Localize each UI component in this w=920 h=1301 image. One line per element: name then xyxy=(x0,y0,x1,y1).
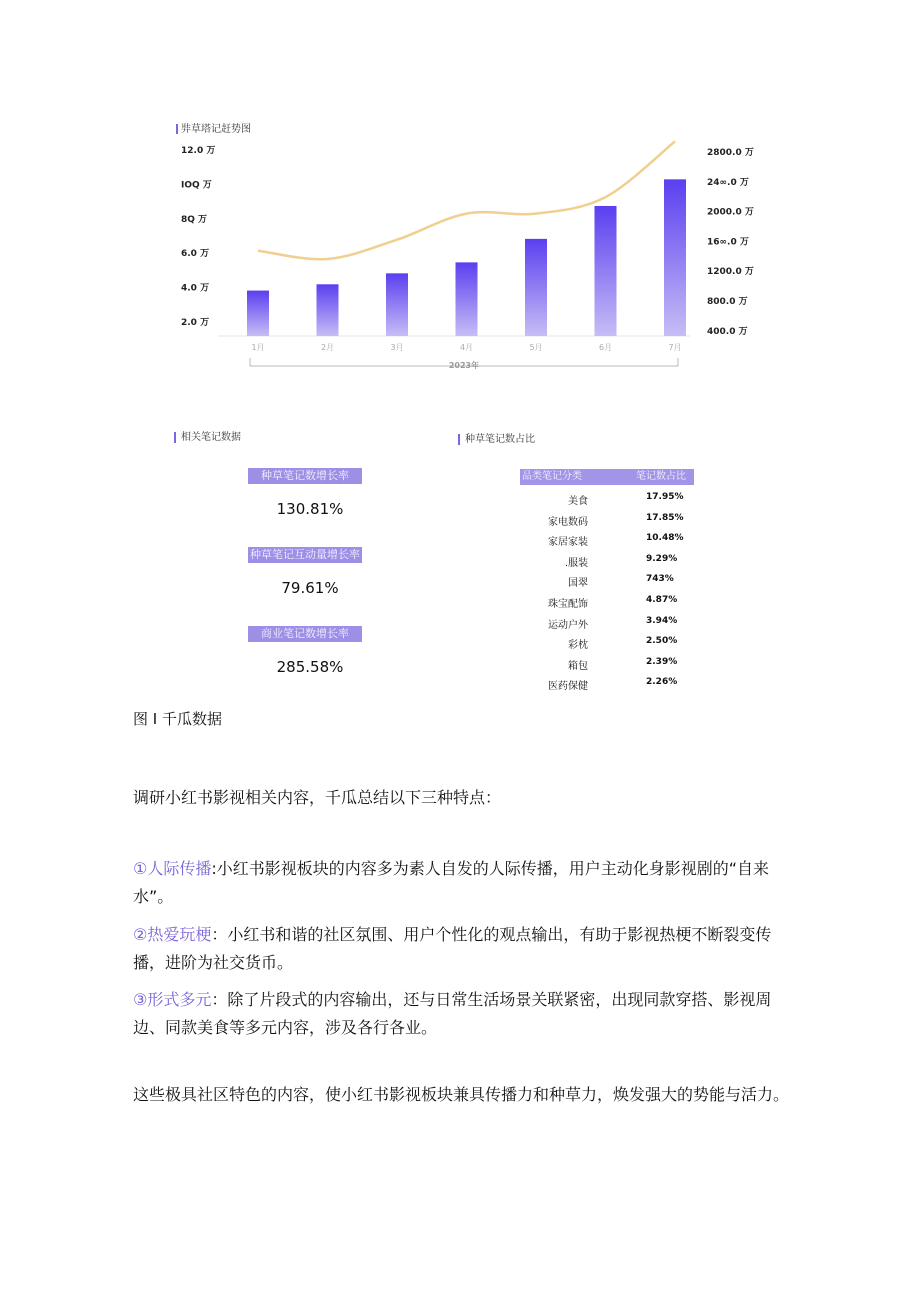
year-label: 2023年 xyxy=(448,361,480,370)
month-label: 6月 xyxy=(598,343,613,352)
right-axis-tick: 16∞.0 万 xyxy=(707,237,749,248)
share-percent: 10.48% xyxy=(646,533,684,544)
right-axis-tick: 2000.0 万 xyxy=(707,207,754,218)
trend-chart xyxy=(170,110,770,390)
share-percent: 4.87% xyxy=(646,595,678,605)
metric-label-commercial-growth: 商业笔记数增长率 xyxy=(248,626,362,642)
share-percent: 3.94% xyxy=(646,615,678,626)
bar-7 xyxy=(664,179,686,336)
share-category: 箱包 xyxy=(568,660,588,672)
chart-title-marker xyxy=(176,124,178,134)
figure-caption: 图 I 千瓜数据 xyxy=(133,710,222,728)
share-percent: 2.50% xyxy=(646,636,678,647)
point-3-text: ：除了片段式的内容输出，还与日常生活场景关联紧密，出现同款穿搭、影视周边、同款美食等多元内容，涉及各行各业。 xyxy=(133,990,772,1037)
bar-3 xyxy=(386,273,408,336)
point-2-text: ：小红书和谐的社区氛围、用户个性化的观点输出，有助于影视热梗不断裂变传播，进阶为社交货币。 xyxy=(133,925,772,972)
share-percent: 17.85% xyxy=(646,512,684,523)
point-1-text: :小红书影视板块的内容多为素人自发的人际传播，用户主动化身影视剧的“自来水”。 xyxy=(133,859,770,906)
metric-value-interaction-growth: 79.61% xyxy=(281,579,339,597)
metric-value-notes-growth: 130.81% xyxy=(276,500,344,518)
share-heading: 种草笔记数占比 xyxy=(458,434,535,445)
point-2-title: ②热爱玩梗 xyxy=(133,925,212,944)
share-category: .服装 xyxy=(564,557,588,569)
share-category: 国翠 xyxy=(568,578,588,590)
share-category: 家居家装 xyxy=(548,537,588,549)
conclusion-paragraph: 这些极具社区特色的内容，使小红书影视板块兼具传播力和种草力，焕发强大的势能与活力。 xyxy=(133,1085,790,1104)
right-axis-tick: 24∞.0 万 xyxy=(707,177,749,188)
share-row xyxy=(500,595,730,613)
share-row xyxy=(500,657,730,675)
bar-6 xyxy=(595,206,617,336)
share-category: 医药保健 xyxy=(548,681,588,693)
share-row xyxy=(500,636,730,654)
metric-label-notes-growth: 种草笔记数增长率 xyxy=(248,468,362,484)
share-category: 珠宝配饰 xyxy=(548,599,588,610)
left-axis-tick: 12.0 万 xyxy=(181,146,216,156)
left-axis-tick: IOQ 万 xyxy=(181,180,212,191)
left-axis-tick: 8Q 万 xyxy=(181,214,208,225)
share-row xyxy=(500,574,730,592)
share-percent: 9.29% xyxy=(646,553,678,564)
bar-5 xyxy=(525,239,547,336)
point-3-title: ③形式多元 xyxy=(133,990,212,1009)
month-label: 7月 xyxy=(668,343,682,352)
left-axis-tick: 6.0 万 xyxy=(181,249,210,260)
point-2-paragraph xyxy=(133,921,773,977)
right-axis-tick: 1200.0 万 xyxy=(707,267,754,278)
share-percent: 743% xyxy=(646,574,674,585)
share-category: 美食 xyxy=(568,496,588,507)
share-percent: 2.26% xyxy=(646,677,678,688)
intro-paragraph: 调研小红书影视相关内容，千瓜总结以下三种特点： xyxy=(133,788,502,807)
share-row xyxy=(500,616,730,634)
metric-label-interaction-growth: 种草笔记互动量增长率 xyxy=(250,548,360,561)
left-axis-tick: 2.0 万 xyxy=(181,318,210,328)
share-category: 运动户外 xyxy=(548,619,588,631)
share-row xyxy=(500,533,730,551)
right-axis-tick: 800.0 万 xyxy=(707,297,748,307)
col-share-header: 笔记数占比 xyxy=(636,471,686,482)
share-category: 彩枕 xyxy=(568,640,588,652)
point-1-title: ①人际传播 xyxy=(133,859,212,878)
point-1-paragraph xyxy=(133,855,773,911)
month-label: 1月 xyxy=(251,343,265,352)
share-row xyxy=(500,554,730,572)
share-row xyxy=(500,513,730,531)
left-axis-tick: 4.0 万 xyxy=(181,283,210,294)
share-table-header xyxy=(520,469,694,485)
bar-4 xyxy=(456,262,478,336)
metrics-heading: 相关笔记数据 xyxy=(174,432,241,443)
month-label: 2月 xyxy=(320,343,335,352)
point-3-paragraph xyxy=(133,986,773,1042)
share-row xyxy=(500,492,730,510)
share-percent: 2.39% xyxy=(646,656,678,667)
share-percent: 17.95% xyxy=(646,492,684,502)
month-label: 4月 xyxy=(459,343,474,352)
col-category-header: 品类笔记分类 xyxy=(522,471,582,482)
right-axis-tick: 2800.0 万 xyxy=(707,148,754,158)
chart-title: 弉草塔记赶势图 xyxy=(181,124,251,135)
month-label: 5月 xyxy=(529,343,543,352)
month-label: 3月 xyxy=(390,343,404,352)
metric-value-commercial-growth: 285.58% xyxy=(276,658,344,676)
right-axis-tick: 400.0 万 xyxy=(707,326,748,337)
share-row xyxy=(500,677,730,695)
share-category: 家电数码 xyxy=(548,516,588,528)
bar-2 xyxy=(317,284,339,336)
bar-1 xyxy=(247,291,269,336)
